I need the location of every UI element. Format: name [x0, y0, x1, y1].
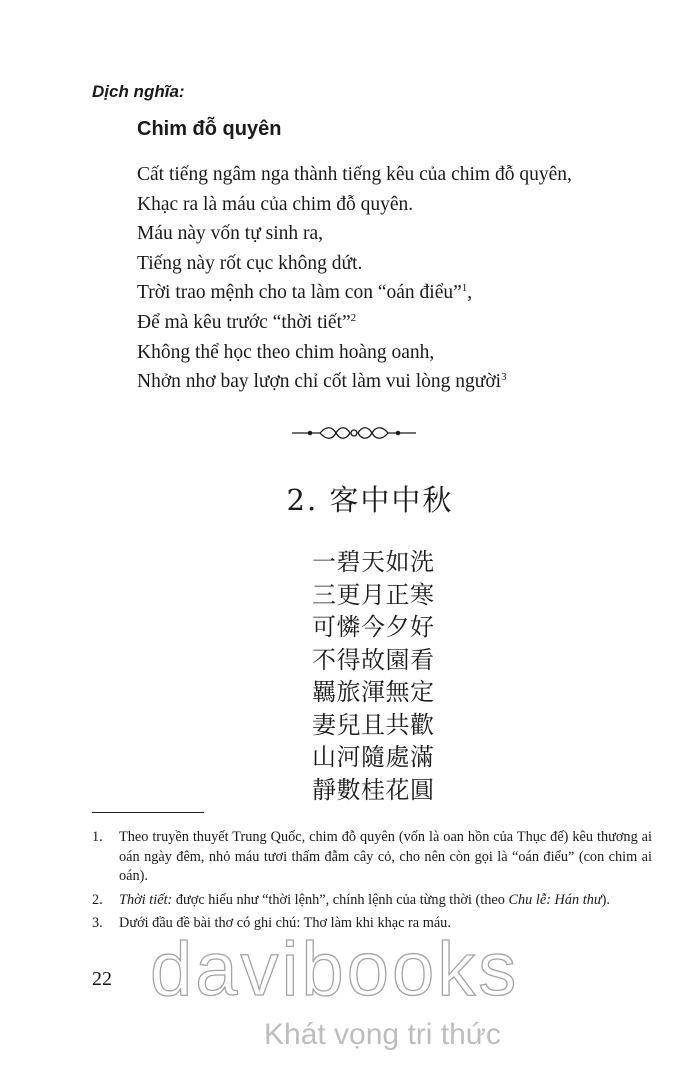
footnote-divider: [92, 812, 204, 813]
poem-line: Không thể học theo chim hoàng oanh,: [137, 341, 435, 363]
poem-line: Để mà kêu trước “thời tiết”$^2$: [137, 311, 357, 333]
section-title: 2. 客中中秋: [286, 483, 454, 517]
footnote-number: 2.: [92, 891, 103, 908]
footnote-number: 1.: [92, 829, 103, 845]
footnote-item: [92, 891, 652, 911]
classical-line: 山河隨處滿: [312, 743, 435, 771]
classical-line: 靜數桂花圓: [312, 775, 435, 804]
section-label: Dịch nghĩa:: [92, 82, 185, 101]
classical-line: 妻兒且共歡: [312, 710, 435, 739]
page-number: 22: [92, 968, 112, 990]
classical-line: 不得故園看: [312, 645, 435, 674]
footnote-item: [92, 828, 652, 887]
poem-line: Máu này vốn tự sinh ra,: [137, 223, 324, 245]
poem-line: Tiếng này rốt cục không dứt.: [137, 252, 363, 274]
footnote-text: Thời tiết: được hiểu như “thời lệnh”, chính lệnh của từng thời (theo Chu lễ: Hán thư).: [119, 891, 610, 908]
watermark-brand: davibooks: [150, 927, 520, 1012]
poem-line: Nhởn nhơ bay lượn chỉ cốt làm vui lòng người$^3$: [137, 371, 507, 393]
classical-line: 羈旅渾無定: [312, 678, 435, 706]
poem-lines: [137, 160, 572, 397]
classical-line: 可憐今夕好: [312, 613, 435, 641]
footnote-text: Theo truyền thuyết Trung Quốc, chim đỗ quyên (vốn là oan hồn của Thục đế) kêu thương ai oán ngày đêm, nhỏ máu tươi thấm đẫm cây cỏ, cho nên còn gọi là “oán điểu” (con chim ai oán).: [119, 829, 652, 884]
classical-line: 三更月正寒: [312, 580, 435, 609]
watermark-slogan: Khát vọng tri thức: [264, 1018, 501, 1051]
footnote-ref[interactable]: 3: [501, 371, 507, 384]
footnotes: [92, 828, 652, 938]
classical-line: 一碧天如洗: [312, 548, 435, 576]
footnote-ref[interactable]: 2: [350, 311, 357, 324]
divider-ornament-icon: [290, 424, 418, 442]
poem-line: Cất tiếng ngâm nga thành tiếng kêu của chim đỗ quyên,: [137, 164, 572, 185]
poem-title: Chim đỗ quyên: [137, 118, 282, 140]
poem-line: Khạc ra là máu của chim đỗ quyên.: [137, 193, 414, 215]
footnote-number: 3.: [92, 915, 103, 931]
poem-line: Trời trao mệnh cho ta làm con “oán điểu”$^1$,: [137, 282, 473, 304]
classical-poem-lines: [312, 546, 435, 806]
footnote-ref[interactable]: 1: [461, 282, 468, 295]
footnote-text: Dưới đầu đề bài thơ có ghi chú: Thơ làm khi khạc ra máu.: [119, 915, 451, 931]
